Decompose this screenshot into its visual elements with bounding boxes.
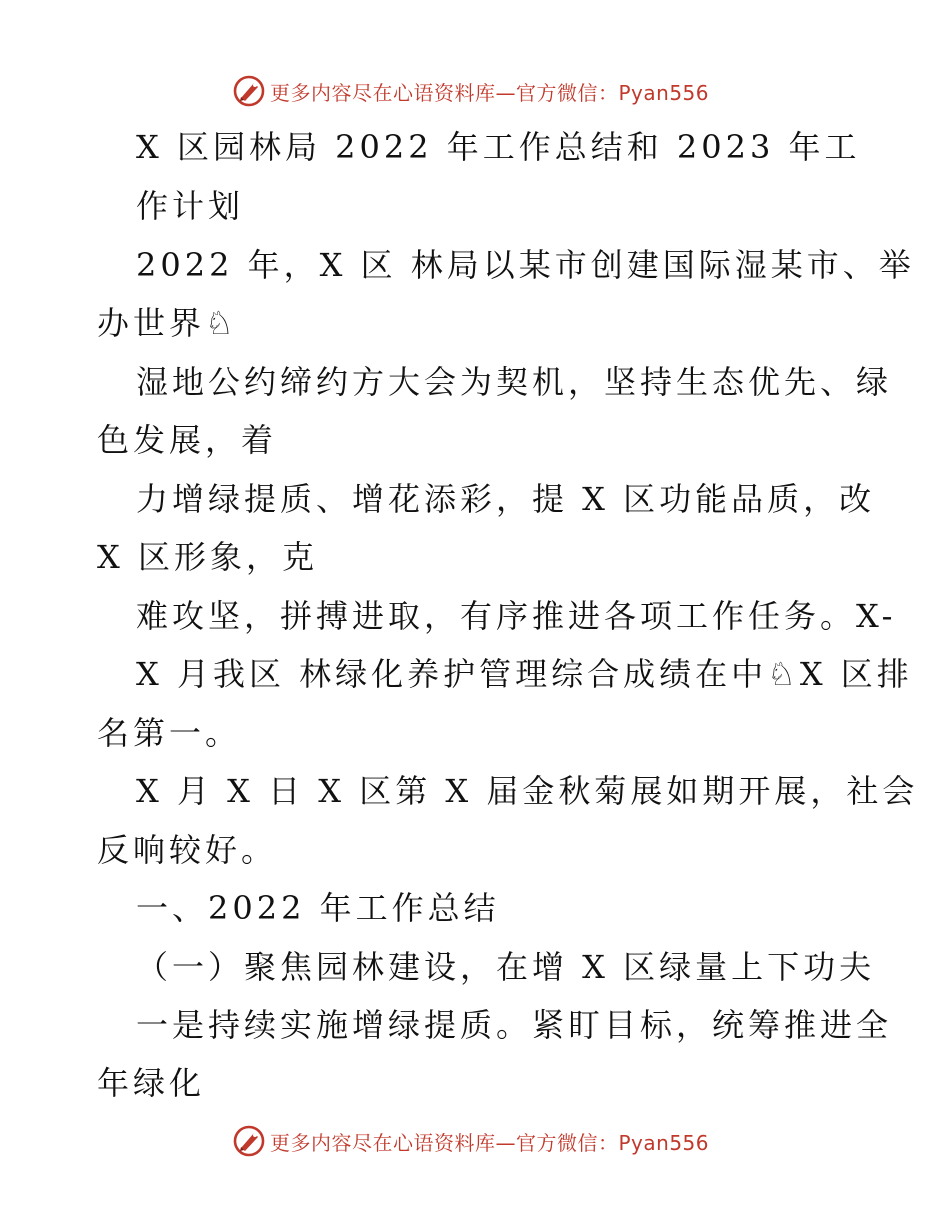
subsection-heading: （一）聚焦园林建设，在增 X 区绿量上下功夫 (136, 948, 876, 986)
doc-line: X 区形象，克 (97, 538, 318, 576)
banner-wechat-id: Pyan556 (618, 80, 710, 105)
doc-line: 难攻坚，拼搏进取，有序推进各项工作任务。X- (136, 597, 897, 635)
doc-line: 色发展，着 (97, 421, 278, 459)
doc-line: X 月 X 日 X 区第 X 届金秋菊展如期开展，社会 (136, 772, 919, 810)
footer-banner (232, 1121, 752, 1161)
pen-logo-icon (232, 1124, 266, 1158)
doc-line: 2022 年，X 区 林局以某市创建国际湿某市、举 (136, 246, 915, 284)
doc-line: X 月我区 林绿化养护管理综合成绩在中♘X 区排 (136, 655, 913, 693)
banner-text (270, 77, 709, 106)
doc-line: 反响较好。 (97, 831, 278, 869)
banner-caption: 更多内容尽在心语资料库—官方微信： (270, 1130, 619, 1155)
pen-logo-icon (232, 74, 266, 108)
header-banner (232, 71, 752, 111)
banner-wechat-id: Pyan556 (618, 1130, 710, 1155)
doc-line: 一是持续实施增绿提质。紧盯目标，统筹推进全 (136, 1006, 893, 1044)
doc-title-line-1: X 区园林局 2022 年工作总结和 2023 年工 (136, 128, 861, 166)
banner-caption: 更多内容尽在心语资料库—官方微信： (270, 80, 619, 105)
doc-line: 力增绿提质、增花添彩，提 X 区功能品质，改 (136, 480, 876, 518)
doc-line: 湿地公约缔约方大会为契机，坚持生态优先、绿 (136, 363, 893, 401)
banner-text (270, 1127, 709, 1156)
section-heading: 一、2022 年工作总结 (136, 889, 500, 927)
doc-line: 年绿化 (97, 1064, 206, 1102)
doc-line: 名第一。 (97, 714, 242, 752)
doc-line: 办世界♘ (97, 304, 238, 342)
doc-title-line-2: 作计划 (136, 187, 245, 225)
